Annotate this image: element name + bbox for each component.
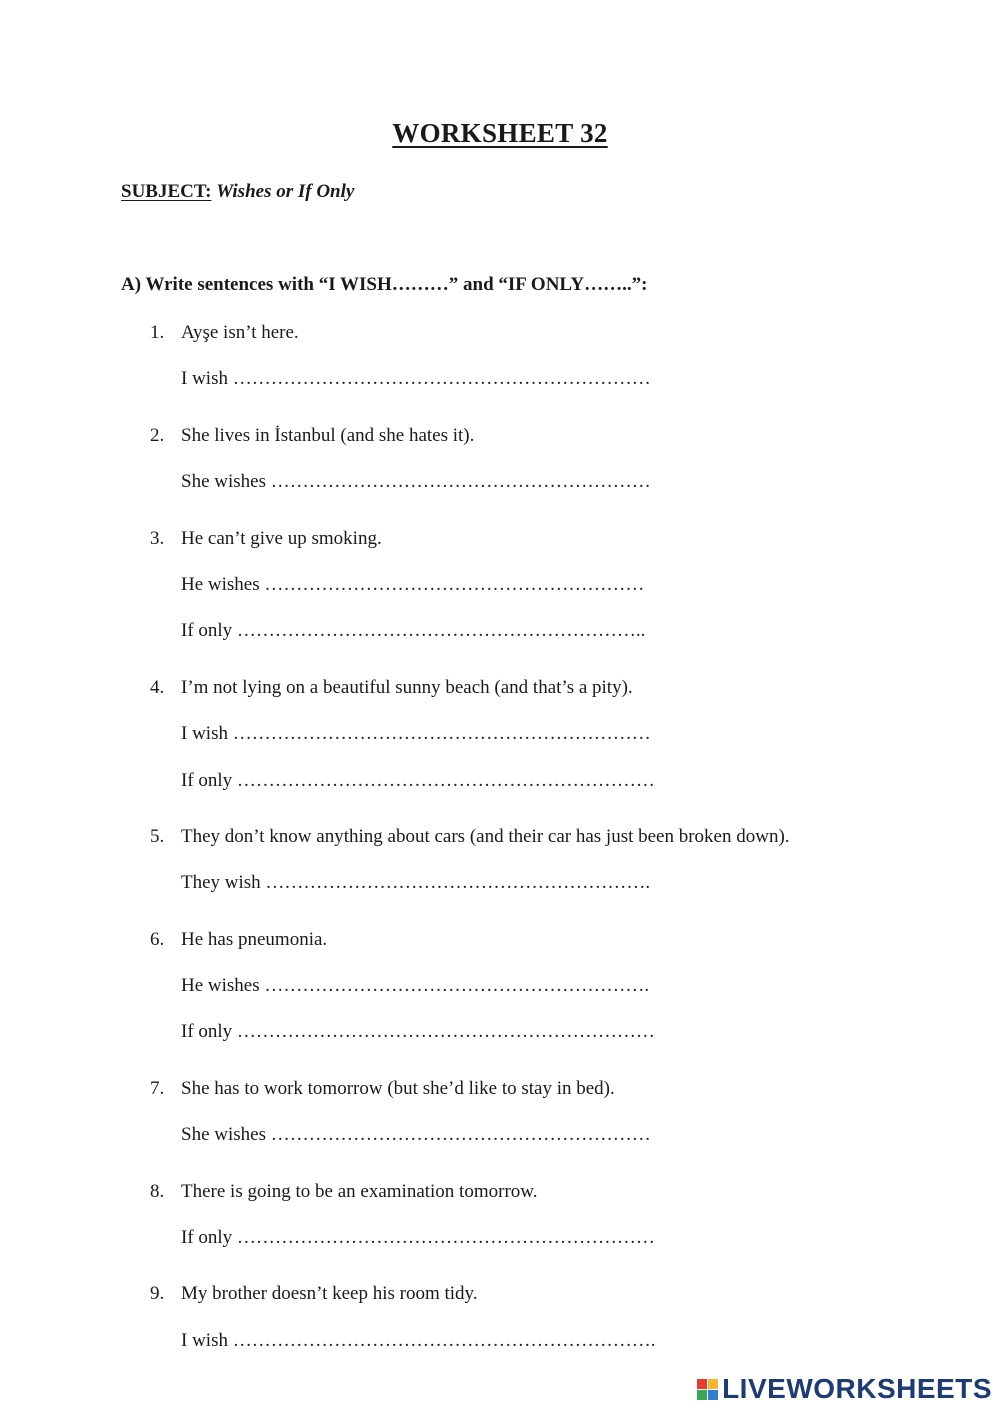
exercise-prompt: [0, 927, 1000, 973]
answer-text[interactable]: She wishes ……………………………………………………: [181, 1124, 651, 1146]
exercise-item: [0, 1076, 1000, 1169]
liveworksheets-logo: [697, 1373, 992, 1405]
exercise-item: [0, 927, 1000, 1066]
subject-label: SUBJECT:: [121, 181, 212, 202]
exercise-prompt: [0, 1076, 1000, 1122]
logo-square-1: [697, 1379, 707, 1389]
exercise-item: [0, 526, 1000, 665]
exercise-prompt: [0, 1179, 1000, 1225]
answer-line[interactable]: [0, 1122, 1000, 1168]
exercise-sentence: He can’t give up smoking.: [181, 527, 382, 549]
answer-line[interactable]: [0, 1328, 1000, 1374]
exercise-sentence: There is going to be an examination tomorrow.: [181, 1180, 538, 1202]
logo-square-3: [697, 1390, 707, 1400]
exercise-number: 5.: [150, 825, 165, 847]
exercise-number: 9.: [150, 1283, 165, 1305]
exercise-list: [0, 320, 1000, 1384]
exercise-number: 8.: [150, 1180, 165, 1202]
subject-value: Wishes or If Only: [216, 181, 355, 202]
exercise-item: [0, 423, 1000, 516]
answer-text[interactable]: If only …………………………………………………………: [181, 769, 655, 791]
exercise-item: [0, 675, 1000, 814]
answer-line[interactable]: [0, 768, 1000, 814]
exercise-sentence: She has to work tomorrow (but she’d like to stay in bed).: [181, 1077, 615, 1099]
answer-line[interactable]: [0, 1019, 1000, 1065]
exercise-sentence: She lives in İstanbul (and she hates it).: [181, 424, 475, 446]
answer-text[interactable]: If only ………………………………………………………..: [181, 620, 646, 642]
exercise-sentence: My brother doesn’t keep his room tidy.: [181, 1283, 478, 1305]
answer-text[interactable]: I wish ………………………………………………………….: [181, 1329, 656, 1351]
answer-line[interactable]: [0, 973, 1000, 1019]
answer-line[interactable]: [0, 1225, 1000, 1271]
exercise-prompt: [0, 675, 1000, 721]
exercise-number: 4.: [150, 676, 165, 698]
logo-square-4: [708, 1390, 718, 1400]
worksheet-title: WORKSHEET 32: [392, 118, 608, 148]
exercise-item: [0, 1179, 1000, 1272]
exercise-sentence: Ayşe isn’t here.: [181, 322, 299, 343]
logo-text: LIVEWORKSHEETS: [722, 1373, 992, 1404]
exercise-prompt: [0, 1281, 1000, 1327]
exercise-prompt: [0, 423, 1000, 469]
exercise-item: [0, 320, 1000, 413]
answer-text[interactable]: I wish …………………………………………………………: [181, 368, 651, 390]
exercise-prompt: [0, 824, 1000, 870]
answer-line[interactable]: [0, 721, 1000, 767]
answer-line[interactable]: [0, 469, 1000, 515]
answer-line[interactable]: [0, 870, 1000, 916]
subject-line: [121, 181, 354, 203]
exercise-item: [0, 824, 1000, 917]
answer-text[interactable]: They wish …………………………………………………….: [181, 872, 651, 894]
logo-icon: [697, 1379, 718, 1400]
exercise-number: 3.: [150, 527, 165, 549]
logo-square-2: [708, 1379, 718, 1389]
instruction-heading: A) Write sentences with “I WISH………” and “IF ONLY……..”:: [121, 274, 648, 295]
answer-text[interactable]: If only …………………………………………………………: [181, 1021, 655, 1043]
exercise-number: 1.: [150, 322, 165, 343]
exercise-number: 7.: [150, 1077, 165, 1099]
exercise-sentence: I’m not lying on a beautiful sunny beach (and that’s a pity).: [181, 676, 633, 698]
answer-line[interactable]: [0, 572, 1000, 618]
exercise-prompt: [0, 320, 1000, 366]
answer-text[interactable]: He wishes …………………………………………………….: [181, 975, 650, 997]
exercise-sentence: They don’t know anything about cars (and their car has just been broken down).: [181, 825, 790, 847]
answer-line[interactable]: [0, 618, 1000, 664]
exercise-prompt: [0, 526, 1000, 572]
answer-line[interactable]: [0, 366, 1000, 412]
exercise-sentence: He has pneumonia.: [181, 928, 328, 950]
answer-text[interactable]: He wishes ……………………………………………………: [181, 573, 645, 595]
answer-text[interactable]: If only …………………………………………………………: [181, 1227, 655, 1249]
answer-text[interactable]: She wishes ……………………………………………………: [181, 471, 651, 493]
exercise-number: 6.: [150, 928, 165, 950]
exercise-number: 2.: [150, 424, 165, 446]
answer-text[interactable]: I wish …………………………………………………………: [181, 723, 651, 745]
exercise-item: [0, 1281, 1000, 1374]
